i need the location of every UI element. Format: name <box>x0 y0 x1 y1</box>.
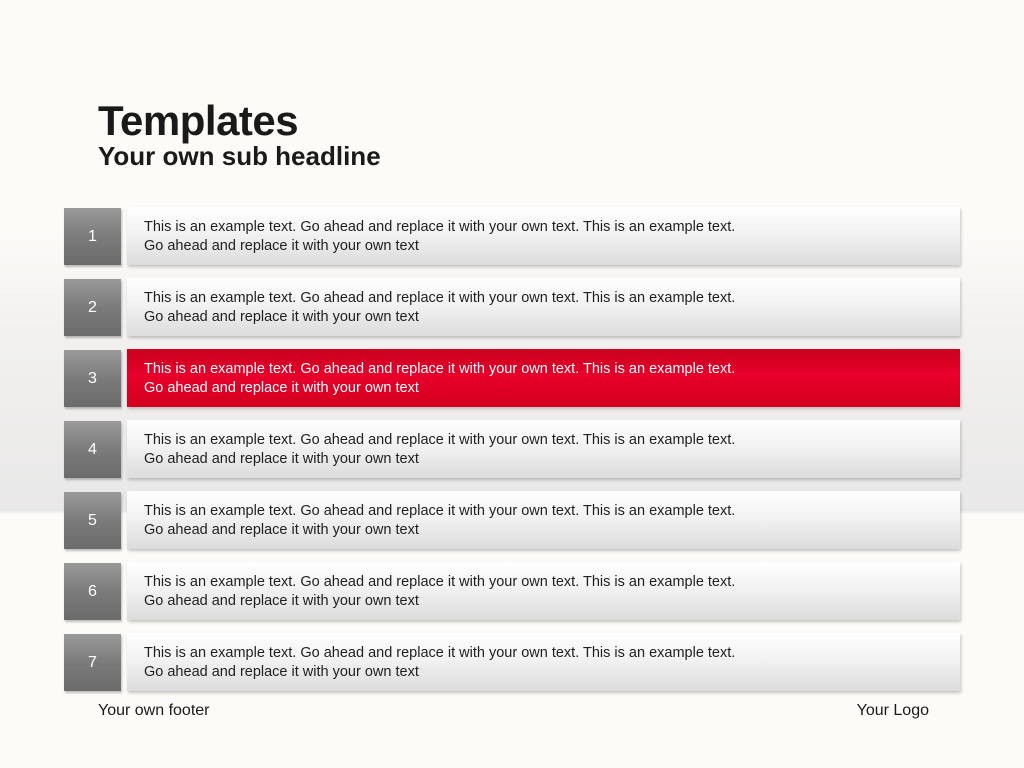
item-text-bar <box>127 420 960 478</box>
logo-text: Your Logo <box>856 702 929 719</box>
item-number: 2 <box>64 279 121 336</box>
item-number: 4 <box>64 421 121 478</box>
item-number: 6 <box>64 563 121 620</box>
list-item <box>64 349 960 407</box>
item-text-line-2: Go ahead and replace it with your own text <box>144 593 419 609</box>
list-item <box>64 562 960 620</box>
item-text-line-2: Go ahead and replace it with your own text <box>144 522 419 538</box>
page-title: Templates <box>98 97 299 144</box>
item-text-line-2: Go ahead and replace it with your own text <box>144 309 419 325</box>
list-item <box>64 633 960 691</box>
item-number: 5 <box>64 492 121 549</box>
item-text-line-1: This is an example text. Go ahead and replace it with your own text. This is an example text. <box>144 574 736 590</box>
list-item <box>64 491 960 549</box>
item-text-bar <box>127 207 960 265</box>
item-text-line-1: This is an example text. Go ahead and replace it with your own text. This is an example text. <box>144 645 736 661</box>
item-text-line-1: This is an example text. Go ahead and replace it with your own text. This is an example text. <box>144 503 736 519</box>
item-number: 7 <box>64 634 121 691</box>
item-text-line-1: This is an example text. Go ahead and replace it with your own text. This is an example text. <box>144 432 736 448</box>
footer-text: Your own footer <box>98 702 210 719</box>
item-text-line-2: Go ahead and replace it with your own text <box>144 451 419 467</box>
item-text-bar <box>127 278 960 336</box>
item-text-bar <box>127 349 960 407</box>
item-text-bar <box>127 491 960 549</box>
item-text-line-2: Go ahead and replace it with your own text <box>144 238 419 254</box>
item-text-line-2: Go ahead and replace it with your own text <box>144 664 419 680</box>
item-text-line-2: Go ahead and replace it with your own text <box>144 380 419 396</box>
list-item <box>64 207 960 265</box>
item-text-line-1: This is an example text. Go ahead and replace it with your own text. This is an example text. <box>144 361 736 377</box>
item-text-line-1: This is an example text. Go ahead and replace it with your own text. This is an example text. <box>144 219 736 235</box>
item-text-bar <box>127 562 960 620</box>
item-text-line-1: This is an example text. Go ahead and replace it with your own text. This is an example text. <box>144 290 736 306</box>
item-text-bar <box>127 633 960 691</box>
page-subtitle: Your own sub headline <box>98 141 381 171</box>
list-item <box>64 420 960 478</box>
item-number: 3 <box>64 350 121 407</box>
numbered-list <box>64 207 960 704</box>
list-item <box>64 278 960 336</box>
item-number: 1 <box>64 208 121 265</box>
